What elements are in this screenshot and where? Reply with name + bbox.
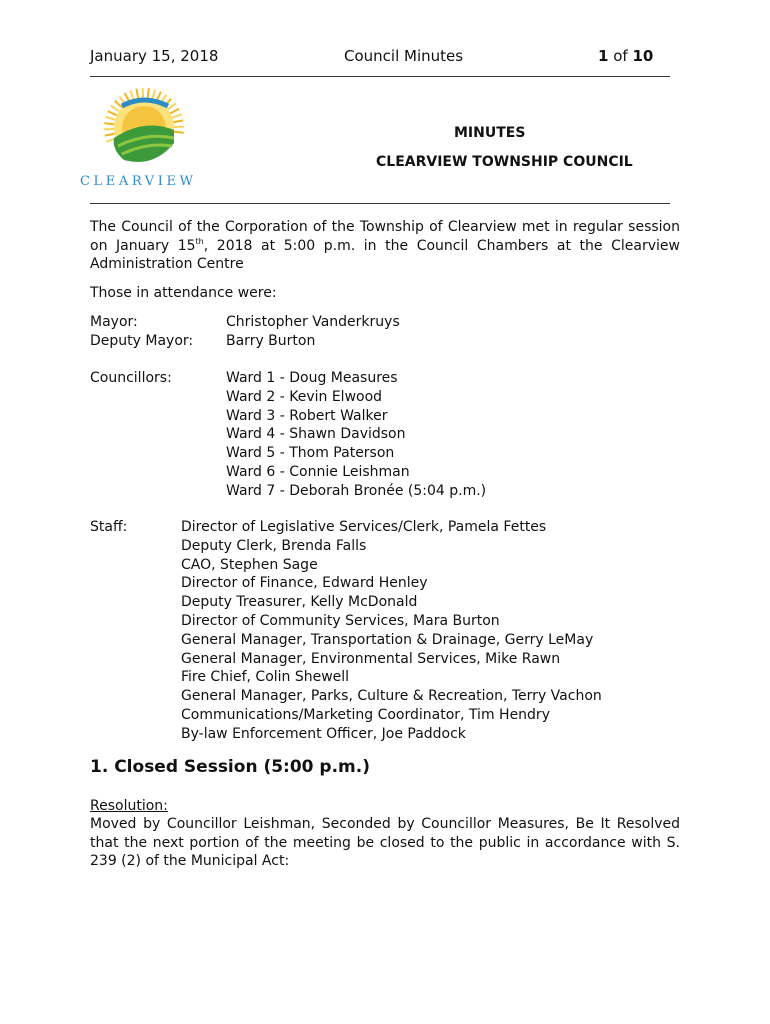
- list-item: Ward 1 - Doug Measures: [226, 370, 398, 386]
- councillors-list: [226, 369, 486, 501]
- page-current: 1: [598, 47, 609, 65]
- intro-paragraph: [90, 218, 680, 274]
- list-item: General Manager, Environmental Services, Mike Rawn: [181, 650, 561, 667]
- staff-list: [181, 518, 602, 744]
- list-item: Director of Legislative Services/Clerk, Pamela Fettes: [181, 519, 547, 535]
- list-item: Director of Finance, Edward Henley: [181, 575, 428, 592]
- mayor-name: Christopher Vanderkruys: [226, 314, 400, 330]
- list-item: Communications/Marketing Coordinator, Tim Hendry: [181, 706, 550, 723]
- intro-text-start: The Council of the Corporation of the Township of Clearview met in regular session on January 15: [90, 219, 680, 254]
- list-item: Ward 4 - Shawn Davidson: [226, 426, 406, 443]
- sun-ray: [148, 88, 149, 98]
- sun-ray: [106, 117, 116, 120]
- sun-ray: [108, 111, 117, 115]
- page-number: [598, 47, 653, 66]
- resolution-text: Moved by Councillor Leishman, Seconded by Councillor Measures, Be It Resolved that the next portion of the meeting be closed to the public in accordance with S. 239 (2) of the Municipal Act:: [90, 816, 680, 869]
- sun-ray: [173, 120, 183, 122]
- sun-ray: [111, 106, 119, 112]
- resolution-label: Resolution:: [90, 798, 168, 814]
- intro-text-end: , 2018 at 5:00 p.m. in the Council Chambers at the Clearview Administration Centre: [90, 237, 680, 272]
- header-title: Council Minutes: [344, 47, 464, 65]
- sun-ray: [104, 123, 114, 124]
- sun-ray: [136, 89, 138, 99]
- list-item: Deputy Clerk, Brenda Falls: [181, 537, 367, 554]
- sun-ray: [170, 109, 179, 114]
- list-item: Fire Chief, Colin Shewell: [181, 669, 350, 686]
- list-item: Ward 3 - Robert Walker: [226, 407, 388, 424]
- sun-ray: [115, 101, 122, 108]
- list-item: General Manager, Parks, Culture & Recreation, Terry Vachon: [181, 688, 602, 705]
- list-item: Director of Community Services, Mara Burton: [181, 612, 500, 629]
- sun-ray: [130, 90, 133, 99]
- mayor-label: Mayor:: [90, 314, 138, 330]
- deputy-mayor-name: Barry Burton: [226, 333, 316, 349]
- list-item: Deputy Treasurer, Kelly McDonald: [181, 594, 418, 611]
- document-heading: MINUTES: [454, 125, 526, 141]
- sun-ray: [105, 134, 115, 136]
- sun-ray: [152, 90, 155, 100]
- list-item: Ward 5 - Thom Paterson: [226, 445, 395, 462]
- header-divider: [90, 76, 670, 77]
- clearview-logo: [80, 88, 200, 188]
- list-item: Ward 6 - Connie Leishman: [226, 463, 410, 480]
- list-item: Ward 7 - Deborah Bronée (5:04 p.m.): [226, 482, 487, 499]
- intro-superscript: th: [195, 236, 204, 246]
- list-item: By-law Enforcement Officer, Joe Paddock: [181, 725, 466, 742]
- list-item: Ward 2 - Kevin Elwood: [226, 388, 383, 405]
- section-title: 1. Closed Session (5:00 p.m.): [90, 757, 371, 777]
- sun-ray: [172, 114, 181, 117]
- deputy-mayor-label: Deputy Mayor:: [90, 333, 194, 349]
- attendance-label: Those in attendance were:: [90, 285, 277, 301]
- sun-ray: [174, 132, 184, 133]
- page-of: of: [613, 47, 628, 65]
- header-date: January 15, 2018: [90, 47, 219, 65]
- heading-divider: [90, 203, 670, 204]
- logo-emblem-icon: [94, 88, 204, 170]
- list-item: General Manager, Transportation & Drainage, Gerry LeMay: [181, 631, 594, 648]
- staff-label: Staff:: [90, 519, 128, 535]
- councillors-label: Councillors:: [90, 370, 172, 386]
- document-subheading: CLEARVIEW TOWNSHIP COUNCIL: [376, 154, 633, 170]
- page-total: 10: [632, 47, 654, 65]
- list-item: CAO, Stephen Sage: [181, 556, 318, 573]
- logo-wordmark: CLEARVIEW: [80, 174, 197, 189]
